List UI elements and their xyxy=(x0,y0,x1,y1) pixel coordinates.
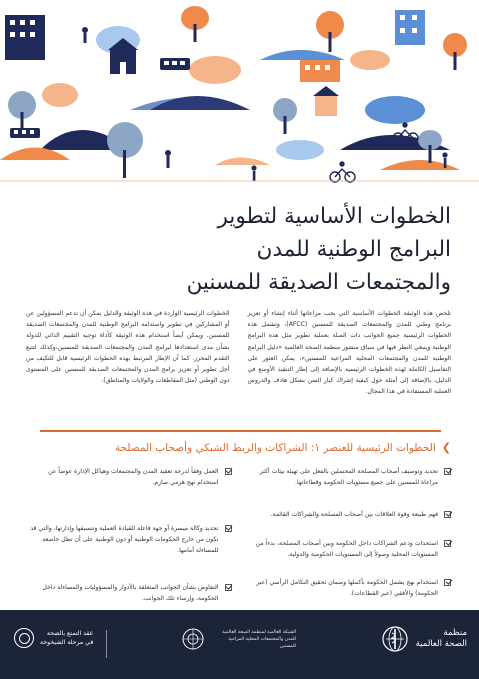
cyclist-icon xyxy=(330,162,355,182)
checklist-item xyxy=(248,509,452,525)
bus-icon xyxy=(160,58,190,70)
checklist-item-text: استخدام نهج يشمل الحكومة بأكملها وضمان تحقيق التكامل الرأسي (عبر الحكومة) والأفقي (عبر القطاعات). xyxy=(256,579,438,597)
checklist-item-text: استحداث ودعم الشراكات داخل الحكومة وبين أصحاب المصلحة، بدءاً من المستويات المحلية وصولاً إلى المستويات الحكومية والدولية. xyxy=(255,540,438,558)
key-steps-checklist xyxy=(28,466,451,617)
hill-shape xyxy=(380,160,460,170)
checklist-item xyxy=(248,466,452,496)
network-name: الشبكة العالمية لمنظمة الصحة العالمية للمدن والمجتمعات المحلية المراعية للمسنين xyxy=(222,629,296,649)
checkbox-icon xyxy=(225,468,232,475)
tree-icon xyxy=(8,91,36,134)
hill-shape xyxy=(260,50,345,60)
city-illustration xyxy=(0,0,479,190)
grass-stripe xyxy=(0,180,479,182)
checklist-item-text: العمل وفقاً لدرجة تعقيد المدن والمجتمعات وهياكل الإدارة عوضاً عن استخدام نهج هرمي صارم. xyxy=(48,468,219,486)
person-icon xyxy=(251,165,256,181)
cloud-shape xyxy=(189,56,241,84)
section-heading xyxy=(40,441,451,455)
checkbox-icon xyxy=(444,468,451,475)
tree-icon xyxy=(316,11,344,52)
checklist-item-text: تحديد وكالة ميسرة أو جهة فاعلة للقيادة العملية وتنسيقها وإدارتها، والتي قد تكون من خارج الحكومات الوطنية أو دون الوطنية على أن تظل خاضعة للمساءلة أمامها. xyxy=(30,525,219,554)
who-name-line: الصحة العالمية xyxy=(415,639,467,649)
footer xyxy=(0,610,479,679)
title-line: الخطوات الأساسية لتطوير xyxy=(217,204,451,229)
tree-icon xyxy=(443,33,467,70)
decade-logo xyxy=(14,628,93,648)
checklist-item xyxy=(28,523,232,569)
checklist-item xyxy=(28,466,232,510)
building-icon xyxy=(395,10,425,45)
person-icon xyxy=(165,150,171,168)
network-emblem-icon xyxy=(180,626,206,652)
checklist-item xyxy=(248,577,452,599)
hill-shape xyxy=(215,158,270,166)
title-line: والمجتمعات الصديقة للمسنين xyxy=(186,270,451,295)
section-title: الخطوات الرئيسية للعنصر ١: الشراكات والربط الشبكي وأصحاب المصلحة xyxy=(114,442,436,454)
checklist-column-right xyxy=(248,466,452,617)
network-logo xyxy=(180,626,296,652)
who-logo xyxy=(380,624,467,654)
checkbox-icon xyxy=(225,584,232,591)
cloud-shape xyxy=(276,140,324,160)
who-emblem-icon xyxy=(380,624,410,654)
cloud-shape xyxy=(42,83,78,107)
building-icon xyxy=(5,15,45,60)
checklist-item xyxy=(248,538,452,564)
tree-icon xyxy=(107,122,143,178)
building-icon xyxy=(313,86,339,116)
cloud-shape xyxy=(365,96,425,124)
checklist-item xyxy=(28,582,232,604)
tree-icon xyxy=(418,130,442,163)
section-divider xyxy=(40,430,441,432)
hill-shape xyxy=(150,96,250,110)
person-icon xyxy=(82,27,88,43)
intro-paragraph-left: الخطوات الرئيسية الواردة في هذه الوثيقة والدليل يمكن أن تدعم المسؤولين عن أو المشاركين في تطوير واستدامة البرامج الوطنية للمدن والمجتمعات الصديقة للمسنين. ويمكن أيضاً استخدام هذه الوثيقة كأداة توجيه التقييم الذاتي للدولة بشأن مدى استعدادها لبرامج المدن والمجتمعات الصديقة للمسنين،وكذلك لتتبع التقدم المحرز. كما أن الإطار المرتبط بهذه الخطوات الرئيسية قابل للتكيف من أجل تطوير أو تعزيز برامج المدن والمجتمعات الصديقة للمسنين على المستوى دون الوطني (مثل المقاطعات والولايات والمناطق). xyxy=(26,310,230,385)
train-icon xyxy=(10,128,40,138)
cloud-shape xyxy=(350,50,390,70)
checklist-item-text: فهم طبيعة وقوة العلاقات بين أصحاب المصلحة والشراكات القائمة. xyxy=(270,511,438,518)
tree-icon xyxy=(181,6,209,42)
checklist-column-left xyxy=(28,466,232,617)
chevron-icon: ❯ xyxy=(441,441,451,454)
footer-separator xyxy=(106,630,107,658)
building-icon xyxy=(300,60,340,82)
checkbox-icon xyxy=(225,525,232,532)
tree-icon xyxy=(273,98,297,134)
checklist-item-text: تحديد وتوصيف أصحاب المصلحة المحتملين بالفعل على تهيئة بيئات أكثر مراعاة للمسنين على جميع مستويات الحكومة وقطاعاتها. xyxy=(259,468,438,486)
decade-name xyxy=(40,629,93,647)
decade-name-line: في مرحلة الشيخوخة xyxy=(40,639,94,646)
checkbox-icon xyxy=(444,579,451,586)
checkbox-icon xyxy=(444,511,451,518)
who-name xyxy=(416,628,467,650)
intro-paragraph-right: تلخص هذه الوثيقة الخطوات الأساسية التي يجب مراعاتها أثناء إنشاء أو تعزيز برنامج وطني للمدن والمجتمعات الصديقة للمسنين (AFCC)، وتشمل هذه الخطوات الرئيسية جميع الجوانب ذات الصلة بعملية تطوير مثل هذه البرامج الوطنية وينبغي النظر فيها في سياق منشور منظمة الصحة العالمية «دليل البرامج الوطنية للمدن والمجتمعات المحلية المراعية للمسنين»، يمكن العثور على التفاصيل الكاملة لهذه الخطوات الرئيسية بالإضافة إلى إطار التنفيذ الأوسع في الدليل، بالإضافة إلى أمثلة حول كيفية إشراك كبار السن بشكل هادف والدروس العملية المستفادة في هذا المجال. xyxy=(247,310,451,396)
checklist-item-text: التفاوض بشأن الجوانب المتعلقة بالأدوار والمسؤوليات والمساءلة داخل الحكومة، وإرساء تلك الجوانب. xyxy=(42,584,219,602)
intro-section xyxy=(26,308,451,398)
page-title xyxy=(40,200,451,299)
who-name-line: منظمة xyxy=(443,628,467,638)
title-line: البرامج الوطنية للمدن xyxy=(256,237,451,262)
checkbox-icon xyxy=(444,540,451,547)
decade-name-line: عقد التمتع بالصحة xyxy=(46,630,94,637)
decade-emblem-icon xyxy=(14,628,34,648)
